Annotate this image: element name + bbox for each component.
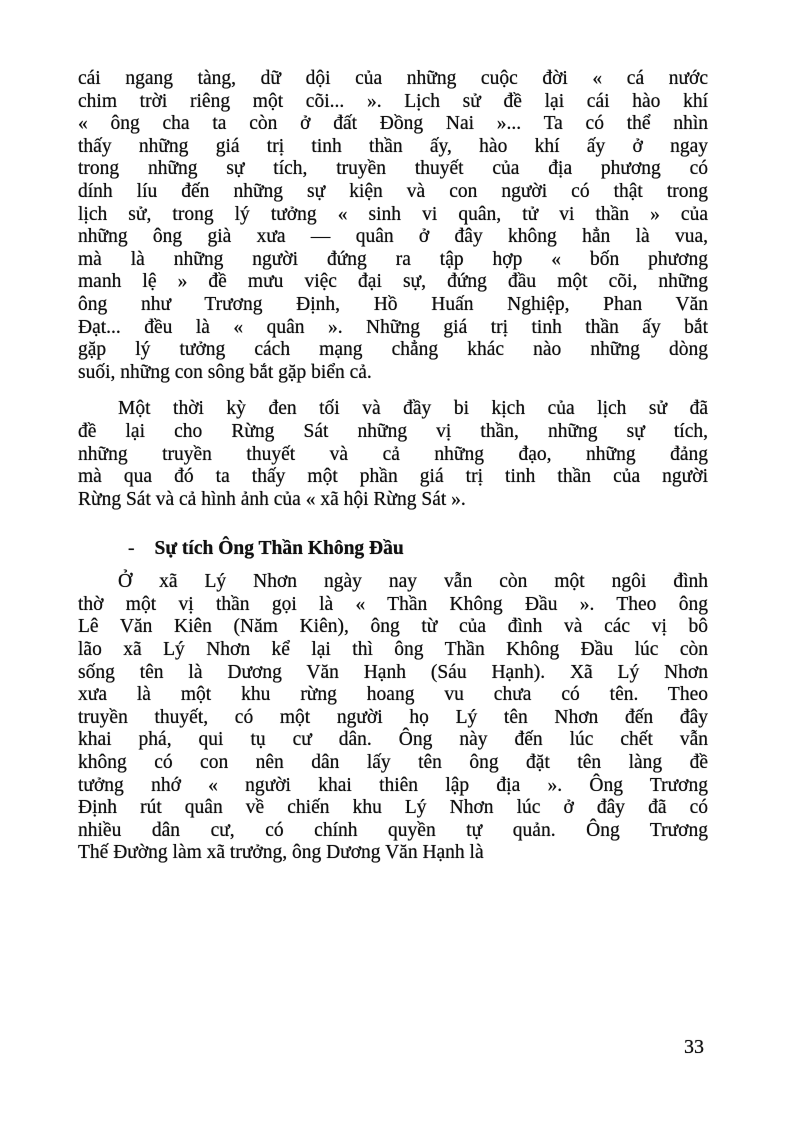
text-line: thờ một vị thần gọi là « Thần Không Đầu ». Theo ông [78, 593, 708, 615]
text-line: nhiều dân cư, có chính quyền tự quản. Ông Trương [78, 819, 708, 841]
text-line: gặp lý tưởng cách mạng chẳng khác nào những dòng [78, 339, 708, 361]
page-number: 33 [684, 1036, 704, 1058]
text-line: lão xã Lý Nhơn kể lại thì ông Thần Không Đầu lúc còn [78, 639, 708, 661]
text-line: những ông già xưa — quân ở đây không hẳn là vua, [78, 226, 708, 248]
text-line: trong những sự tích, truyền thuyết của địa phương có [78, 158, 708, 180]
heading-title: Sự tích Ông Thần Không Đầu [154, 538, 404, 560]
text-line: cái ngang tàng, dữ dội của những cuộc đời « cá nước [78, 68, 708, 89]
text-line: chim trời riêng một cõi... ». Lịch sử đề lại cái hào khí [78, 90, 708, 112]
text-line: Định rút quân về chiến khu Lý Nhơn lúc ở đây đã có [78, 797, 708, 819]
text-line: Đạt... đều là « quân ». Những giá trị tinh thần ấy bắt [78, 316, 708, 338]
text-line: Rừng Sát và cả hình ảnh của « xã hội Rừng Sát ». [78, 488, 466, 510]
text-line: mà là những người đứng ra tập hợp « bốn phương [78, 248, 708, 270]
text-line: tưởng nhớ « người khai thiên lập địa ». Ông Trương [78, 774, 708, 796]
book-page [78, 68, 708, 865]
text-line: lịch sử, trong lý tưởng « sinh vi quân, tử vi thần » của [78, 203, 708, 225]
heading-dash: - [128, 538, 135, 560]
text-line: sống tên là Dương Văn Hạnh (Sáu Hạnh). Xã Lý Nhơn [78, 661, 708, 683]
text-line: Ở xã Lý Nhơn ngày nay vẫn còn một ngôi đình [118, 571, 708, 593]
text-line: Một thời kỳ đen tối và đầy bi kịch của lịch sử đã [118, 398, 708, 420]
text-line: « ông cha ta còn ở đất Đồng Nai »... Ta có thể nhìn [78, 113, 708, 135]
text-line: thấy những giá trị tinh thần ấy, hào khí ấy ở ngay [78, 135, 708, 157]
text-line: dính líu đến những sự kiện và con người có thật trong [78, 180, 708, 202]
text-line: Thế Đường làm xã trưởng, ông Dương Văn Hạnh là [78, 842, 484, 864]
paragraph-1 [78, 68, 708, 384]
text-line: khai phá, qui tụ cư dân. Ông này đến lúc chết vẫn [78, 729, 708, 751]
text-line: manh lệ » đề mưu việc đại sự, đứng đầu một cõi, những [78, 271, 708, 293]
text-line: đề lại cho Rừng Sát những vị thần, những sự tích, [78, 420, 708, 442]
paragraph-2 [78, 398, 708, 511]
text-line: không có con nên dân lấy tên ông đặt tên làng đề [78, 752, 708, 774]
text-line: những truyền thuyết và cả những đạo, những đảng [78, 443, 708, 465]
text-line: Lê Văn Kiên (Năm Kiên), ông từ của đình và các vị bô [78, 616, 708, 638]
text-line: xưa là một khu rừng hoang vu chưa có tên. Theo [78, 684, 708, 706]
text-line: suối, những con sông bắt gặp biển cả. [78, 361, 372, 383]
text-line: ông như Trương Định, Hồ Huấn Nghiệp, Phan Văn [78, 293, 708, 315]
text-line: mà qua đó ta thấy một phần giá trị tinh thần của người [78, 466, 708, 488]
text-line: truyền thuyết, có một người họ Lý tên Nhơn đến đây [78, 706, 708, 728]
section-heading [78, 537, 708, 561]
paragraph-3 [78, 571, 708, 865]
